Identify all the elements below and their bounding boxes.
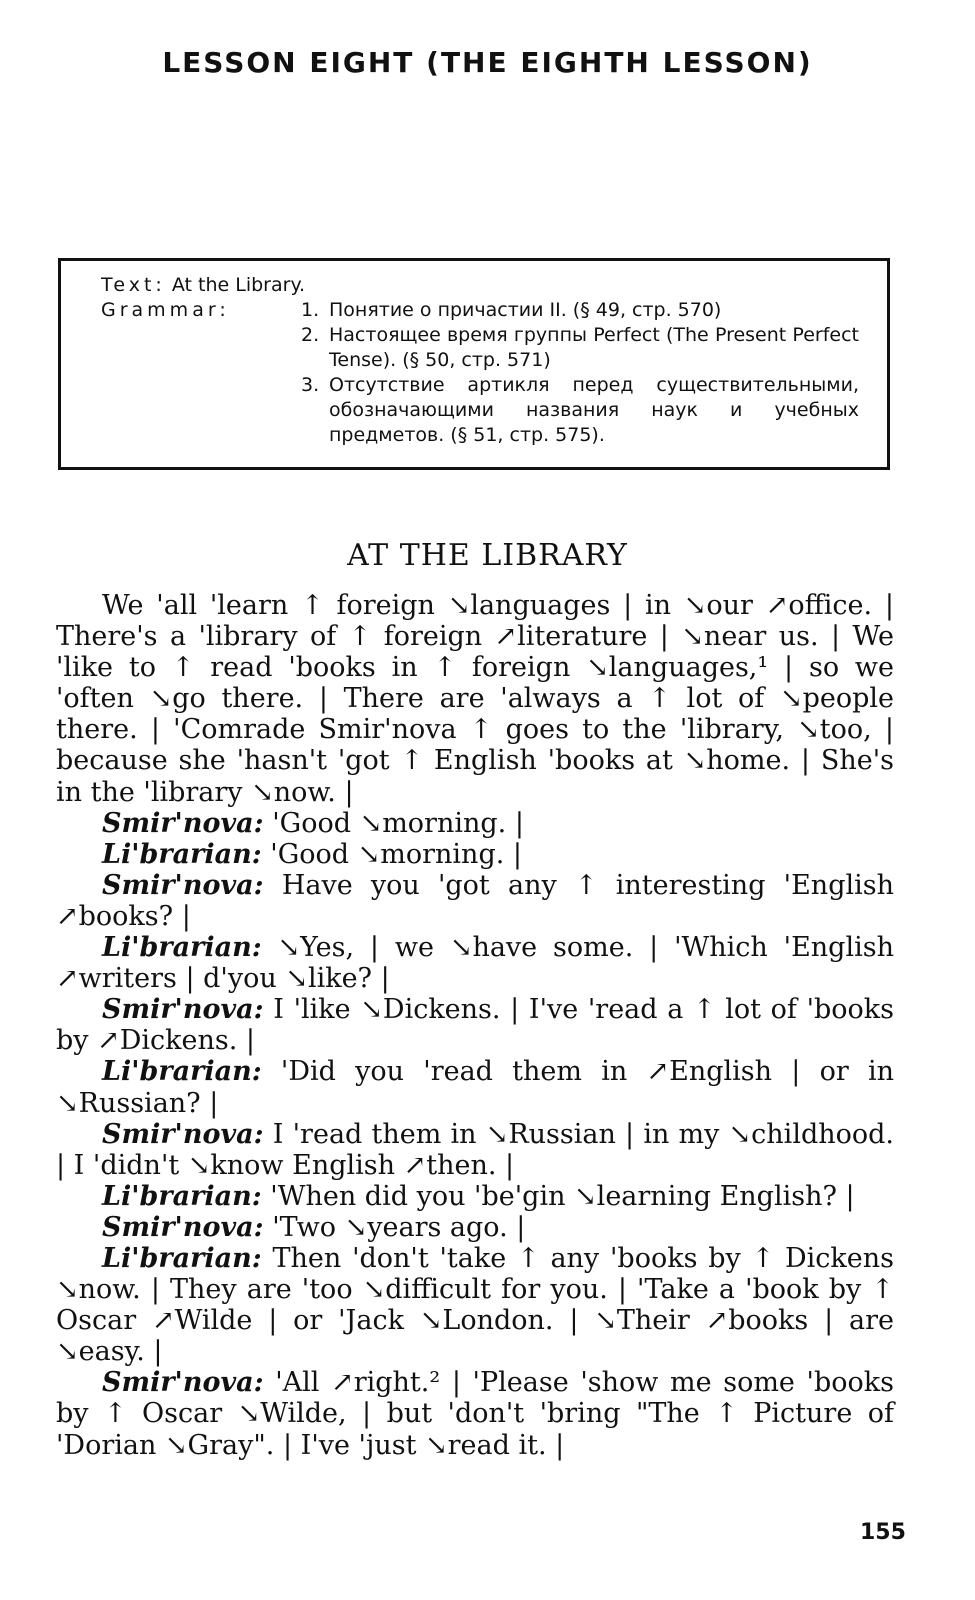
grammar-item-1: Понятие о причастии II. (§ 49, стр. 570): [329, 299, 722, 321]
speaker: Li'brarian:: [102, 838, 262, 870]
line-text: Then 'don't 'take ↑ any 'books by ↑ Dickens ↘now. | They are 'too ↘difficult for you. | 'Take a 'book by ↑ Oscar ↗Wilde | or 'Jack ↘London. | ↘Their ↗books | are ↘easy. |: [56, 1242, 894, 1368]
dialogue-line: [56, 1056, 894, 1118]
line-text: I 'like ↘Dickens. | I've 'read a ↑ lot of 'books by ↗Dickens. |: [56, 994, 894, 1057]
speaker: Smir'nova:: [102, 1367, 264, 1399]
dialogue-line: [56, 1212, 894, 1243]
grammar-item-1-num: 1.: [301, 299, 320, 321]
page-number: 155: [860, 1520, 906, 1545]
dialogue-line: [56, 1243, 894, 1367]
speaker: Li'brarian:: [102, 1242, 262, 1274]
speaker: Smir'nova:: [102, 994, 264, 1026]
dialogue-line: [56, 932, 894, 994]
line-text: 'Two ↘years ago. |: [272, 1211, 526, 1243]
text-label: Text:: [101, 274, 166, 296]
speaker: Li'brarian:: [102, 932, 262, 964]
dialogue-line: [56, 839, 894, 870]
line-text: 'Good ↘morning. |: [270, 838, 522, 870]
line-text: ↘Yes, | we ↘have some. | 'Which 'English ↗writers | d'you ↘like? |: [56, 932, 894, 995]
line-text: Have you 'got any ↑ interesting 'English ↗books? |: [56, 869, 894, 932]
lesson-text: [56, 590, 894, 1461]
dialogue-line: [56, 994, 894, 1056]
grammar-item-2-row: [301, 323, 859, 373]
dialogue-line: [56, 1181, 894, 1212]
grammar-label: Grammar:: [101, 299, 230, 321]
line-text: 'When did you 'be'gin ↘learning English? |: [270, 1180, 855, 1212]
speaker: Li'brarian:: [102, 1180, 262, 1212]
grammar-item-3-row: [301, 373, 859, 448]
dialogue-line: [56, 1367, 894, 1460]
speaker: Smir'nova:: [102, 807, 264, 839]
grammar-item-3: Отсутствие артикля перед существительными, обозначающими названия наук и учебных предметов. (§ 51, стр. 575).: [329, 374, 859, 446]
speaker: Smir'nova:: [102, 869, 264, 901]
lesson-header: LESSON EIGHT (THE EIGHTH LESSON): [162, 46, 813, 79]
line-text: 'Did you 'read them in ↗English | or in ↘Russian? |: [56, 1056, 894, 1119]
dialogue-line: [56, 1119, 894, 1181]
line-text: 'Good ↘morning. |: [272, 807, 524, 839]
speaker: Smir'nova:: [102, 1211, 264, 1243]
dialogue-line: [56, 808, 894, 839]
lesson-summary-box: [58, 258, 890, 470]
line-text: 'All ↗right.² | 'Please 'show me some 'books by ↑ Oscar ↘Wilde, | but 'don't 'bring "The ↑ Picture of 'Dorian ↘Gray". | I've 'just ↘read it. |: [56, 1367, 894, 1461]
line-text: I 'read them in ↘Russian | in my ↘childhood. | I 'didn't ↘know English ↗then. |: [56, 1118, 894, 1181]
intro-paragraph: We 'all 'learn ↑ foreign ↘languages | in ↘our ↗office. | There's a 'library of ↑ foreign ↗literature | ↘near us. | We 'like to ↑ read 'books in ↑ foreign ↘languages,¹ | so we 'often ↘go there. | There are 'always a ↑ lot of ↘people there. | 'Comrade Smir'nova ↑ goes to the 'library, ↘too, | because she 'hasn't 'got ↑ English 'books at ↘home. | She's in the 'library ↘now. |: [56, 590, 894, 808]
grammar-item-2: Настоящее время группы Perfect (The Present Perfect Tense). (§ 50, стр. 571): [329, 324, 859, 371]
grammar-row: [101, 298, 859, 323]
text-value: At the Library.: [171, 274, 306, 296]
grammar-item-3-num: 3.: [301, 374, 320, 396]
grammar-item-2-num: 2.: [301, 324, 320, 346]
text-row: [101, 273, 859, 298]
speaker: Li'brarian:: [102, 1056, 262, 1088]
section-title: AT THE LIBRARY: [347, 538, 628, 573]
speaker: Smir'nova:: [102, 1118, 264, 1150]
dialogue-line: [56, 870, 894, 932]
